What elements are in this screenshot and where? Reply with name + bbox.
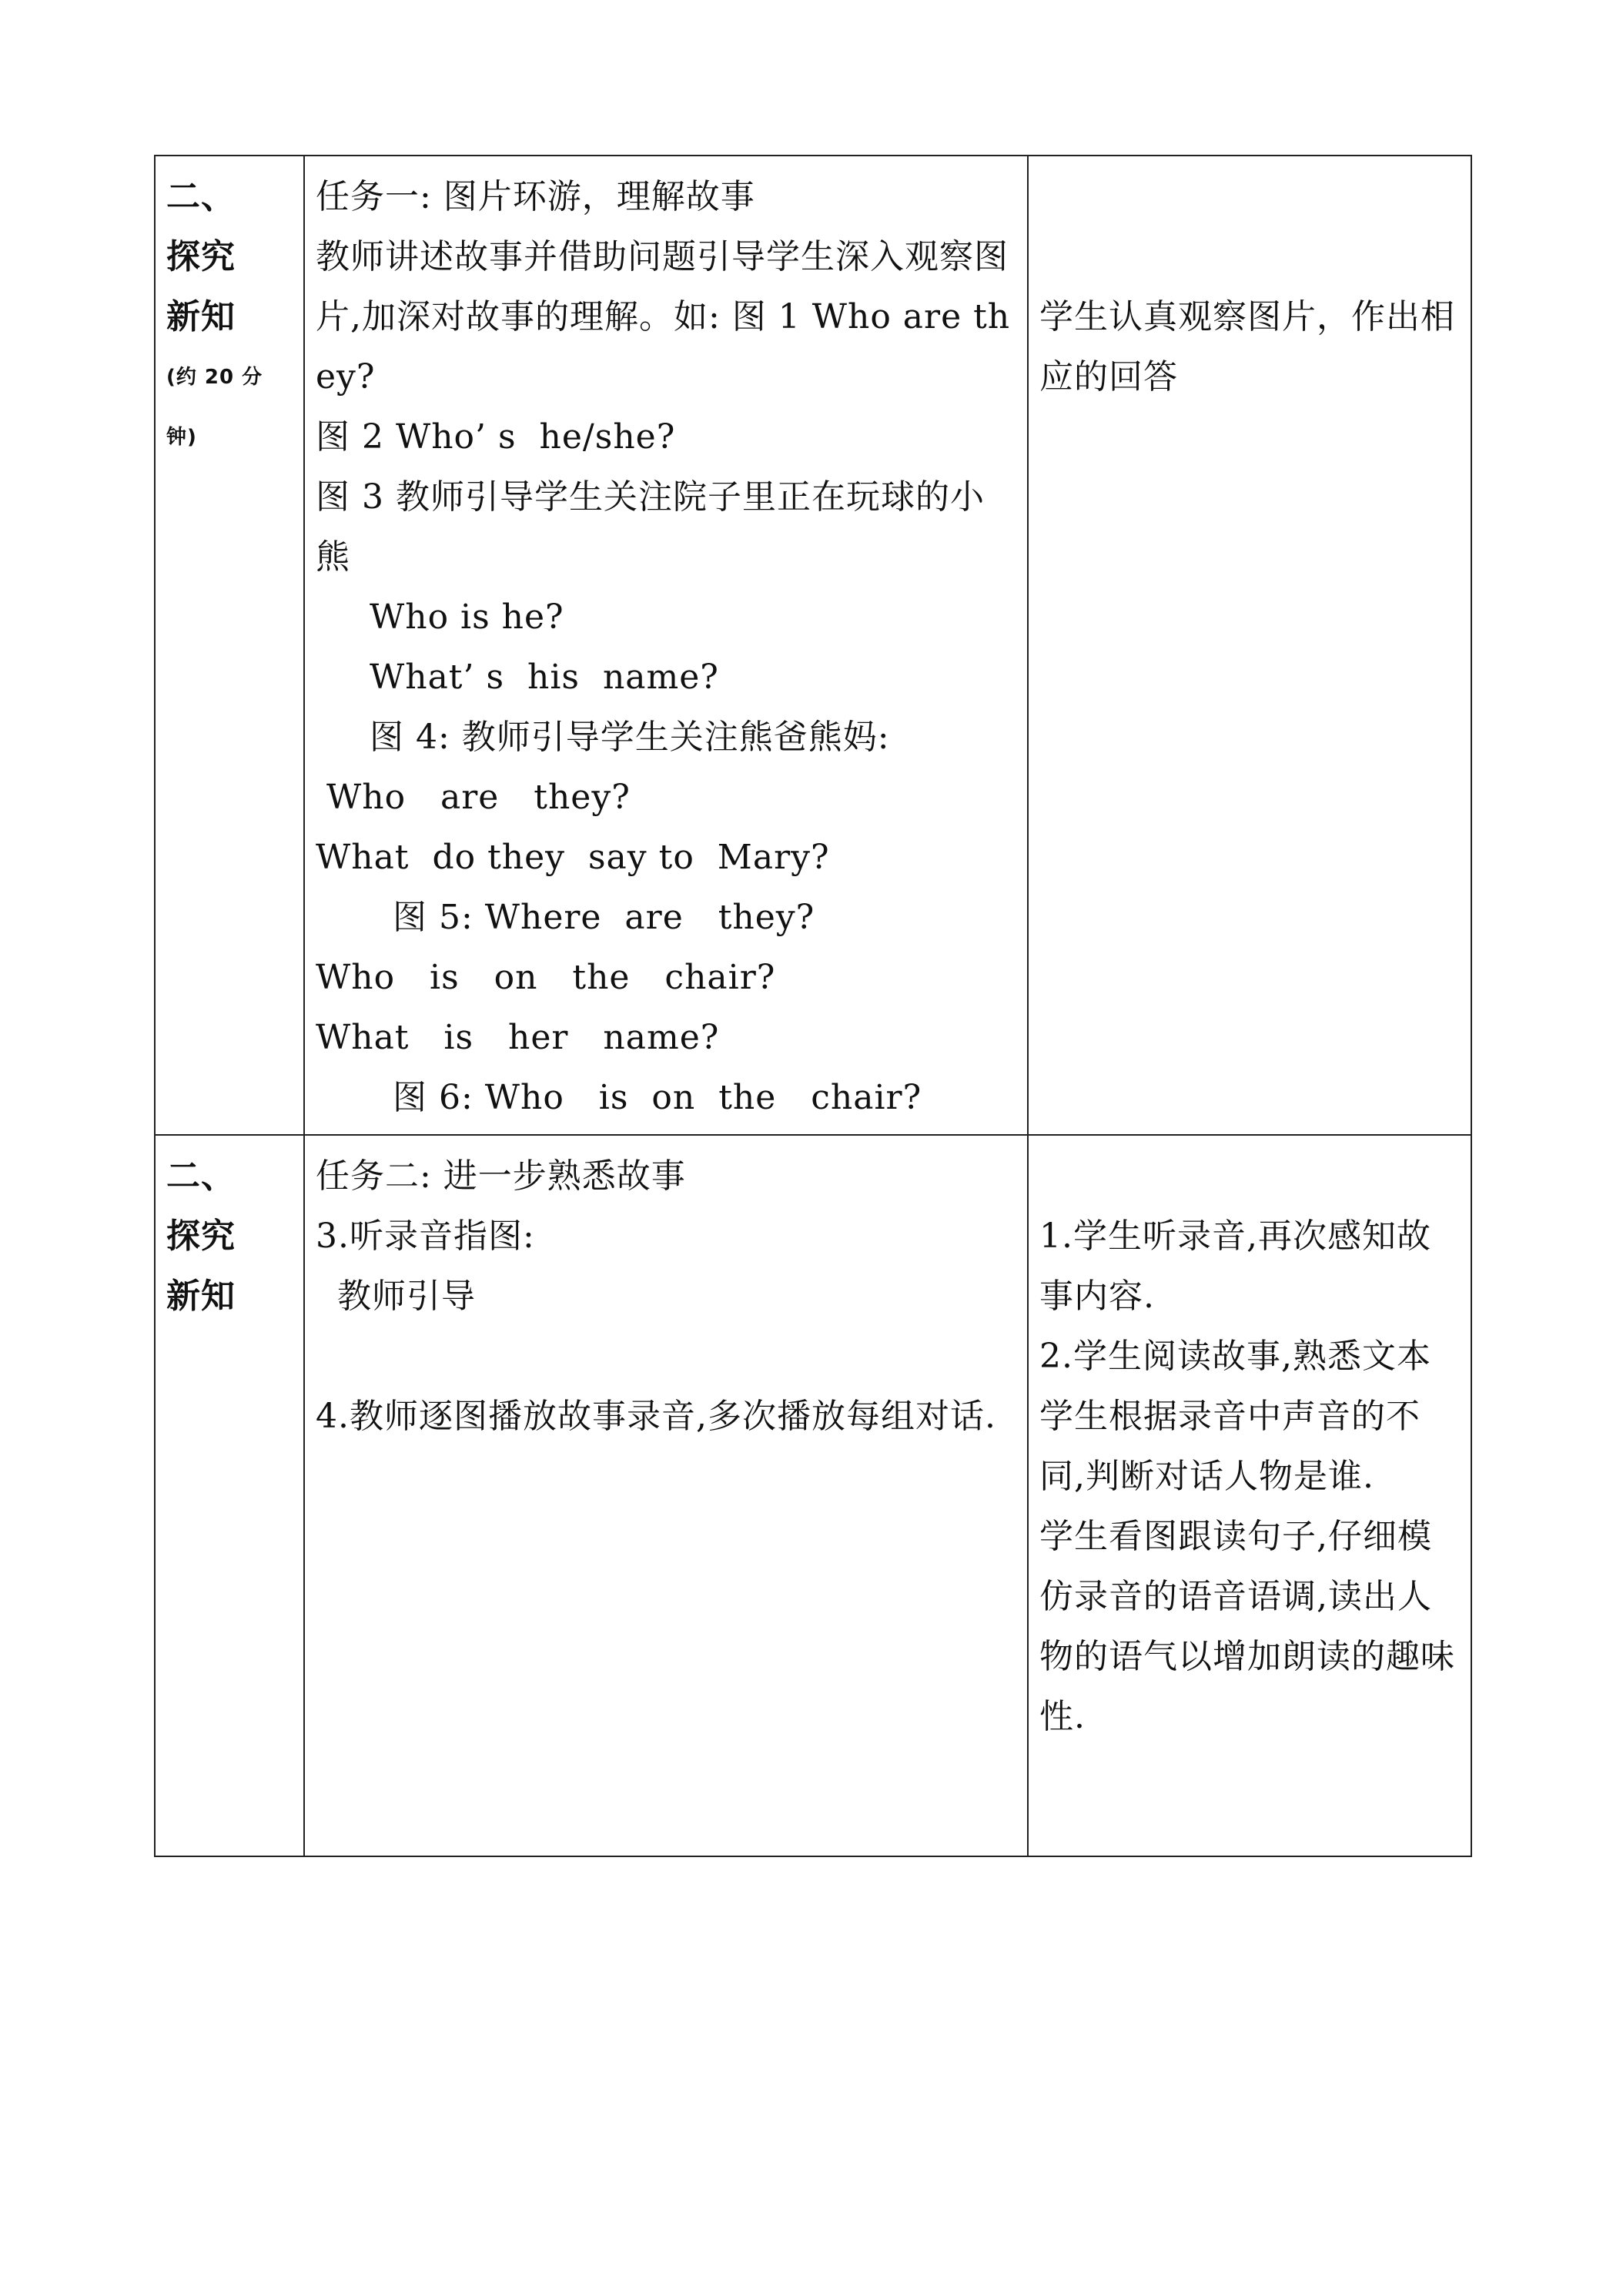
stage-cell xyxy=(155,1135,304,1856)
student-activity-text: 学生看图跟读句子,仔细模仿录音的语音语调,读出人物的语气以增加朗读的趣味性. xyxy=(1039,1517,1455,1736)
question-line: Who are they? xyxy=(326,778,631,817)
teacher-activity-cell xyxy=(304,156,1028,1135)
question-line: What is her name? xyxy=(316,1018,720,1057)
stage-title-line: 新知 xyxy=(166,1277,236,1316)
stage-duration-note: (约 20 分 xyxy=(166,366,263,389)
stage-title-line: 新知 xyxy=(166,297,236,336)
teacher-line: 教师引导 xyxy=(337,1277,476,1316)
table-row xyxy=(155,1135,1471,1856)
stage-cell xyxy=(155,156,304,1135)
question-line: 图 5: Where are they? xyxy=(393,898,815,937)
teacher-line: 图 3 教师引导学生关注院子里正在玩球的小熊 xyxy=(316,477,985,577)
teacher-paragraph: 教师讲述故事并借助问题引导学生深入观察图片,加深对故事的理解。如: 图 1 Who are they? xyxy=(316,237,1011,397)
stage-title-line: 探究 xyxy=(166,1217,236,1256)
teacher-line: 图 4: 教师引导学生关注熊爸熊妈: xyxy=(370,718,890,757)
lesson-plan-table xyxy=(154,155,1472,1857)
teacher-activity-cell xyxy=(304,1135,1028,1856)
task-heading: 任务一: 图片环游，理解故事 xyxy=(316,177,755,216)
question-line: Who is on the chair? xyxy=(316,958,776,997)
question-line: What do they say to Mary? xyxy=(316,838,830,877)
student-activity-text: 学生认真观察图片，作出相应的回答 xyxy=(1039,297,1455,397)
teacher-line: 3.听录音指图: xyxy=(316,1217,535,1256)
stage-title-line: 二、 xyxy=(166,177,236,216)
stage-duration-note: 钟) xyxy=(166,426,197,449)
question-line: What’ s his name? xyxy=(370,658,719,697)
blank-line xyxy=(316,1327,1016,1387)
teacher-paragraph: 4.教师逐图播放故事录音,多次播放每组对话. xyxy=(316,1397,996,1436)
question-line: Who is he? xyxy=(370,597,564,637)
table-row xyxy=(155,156,1471,1135)
student-activity-text: 1.学生听录音,再次感知故事内容. xyxy=(1039,1217,1431,1316)
stage-title-line: 探究 xyxy=(166,237,236,276)
student-activity-cell xyxy=(1028,1135,1471,1856)
student-activity-text: 学生根据录音中声音的不同,判断对话人物是谁. xyxy=(1039,1397,1421,1496)
student-activity-text: 2.学生阅读故事,熟悉文本 xyxy=(1039,1337,1431,1376)
question-line: 图 6: Who is on the chair? xyxy=(393,1078,922,1117)
teacher-line: 图 2 Who’ s he/she? xyxy=(316,417,676,457)
stage-title-line: 二、 xyxy=(166,1156,236,1196)
task-heading: 任务二: 进一步熟悉故事 xyxy=(316,1156,686,1196)
student-activity-cell xyxy=(1028,156,1471,1135)
